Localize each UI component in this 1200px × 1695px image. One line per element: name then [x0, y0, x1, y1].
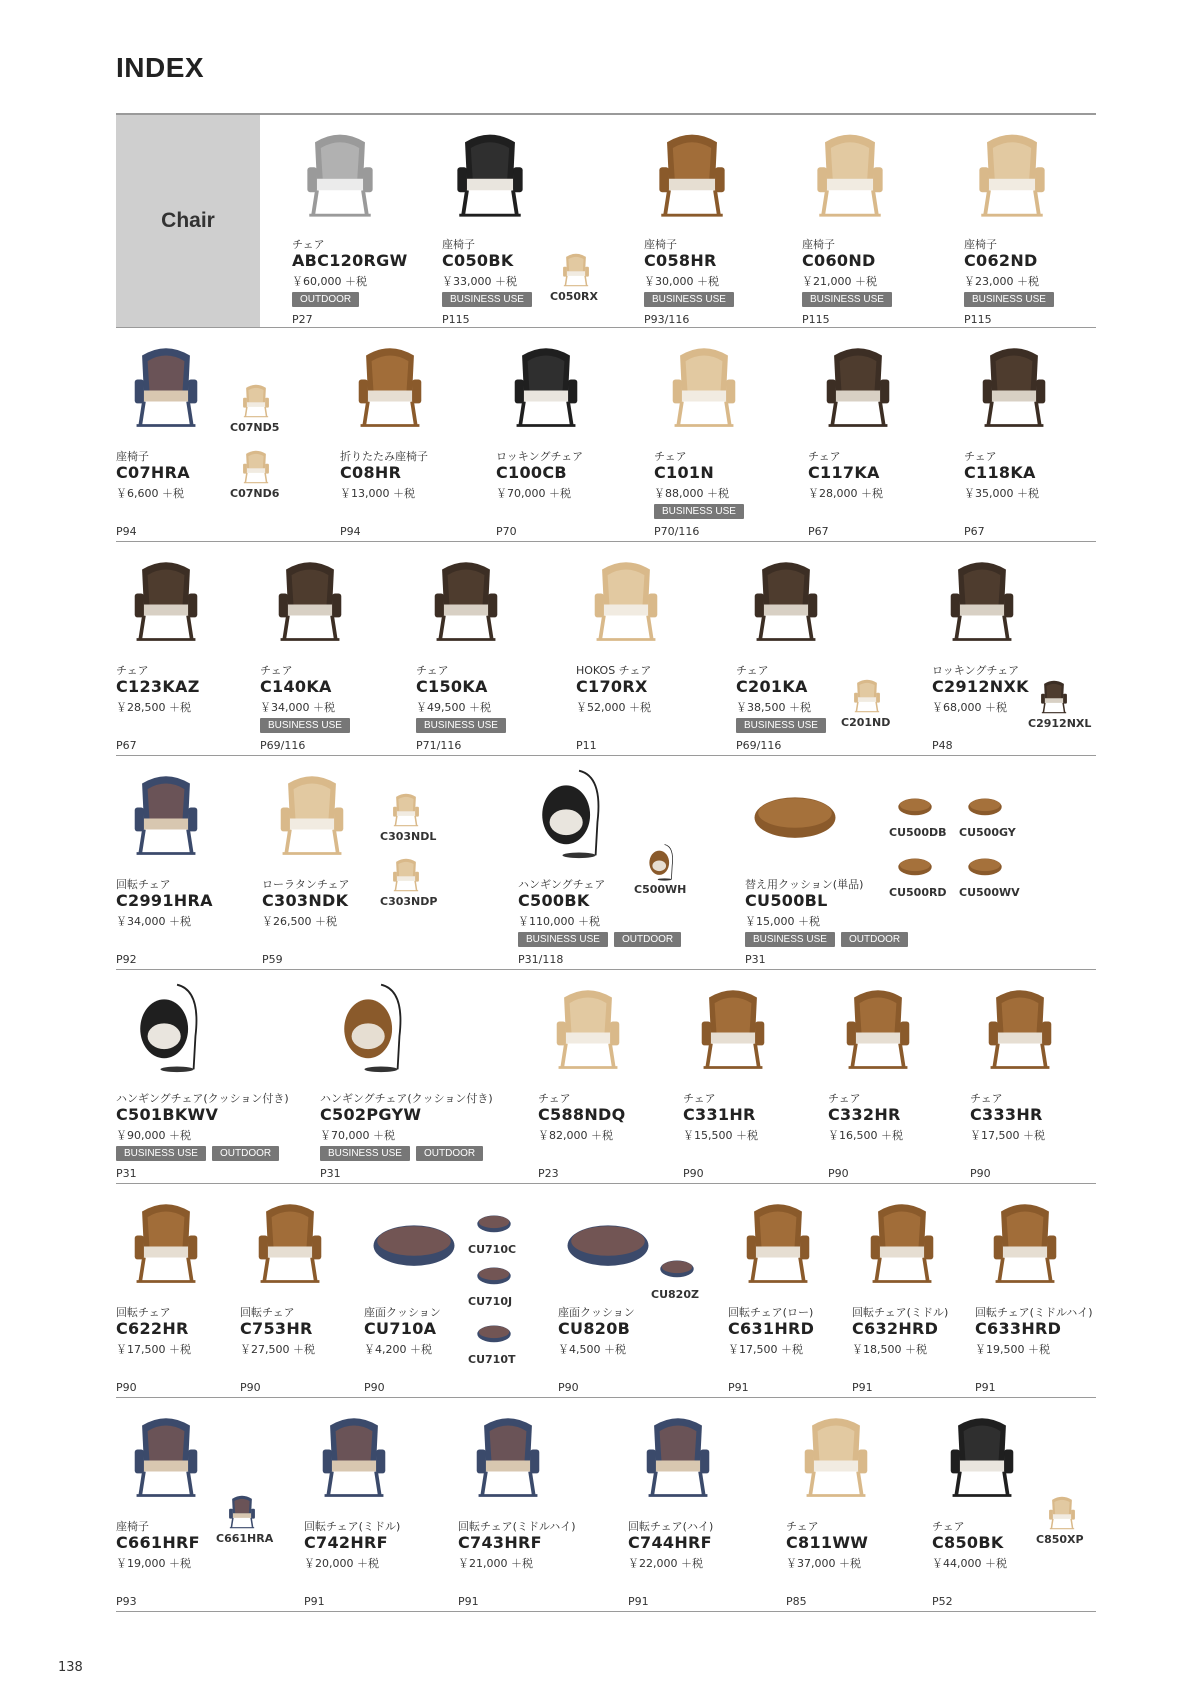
section-label-box	[116, 115, 260, 327]
variant-image	[843, 676, 891, 718]
product-price: ￥33,000 ＋税	[442, 275, 517, 288]
variant-image	[636, 843, 684, 885]
page-reference: P67	[116, 739, 137, 752]
product-item[interactable]	[828, 969, 968, 1180]
top-rule	[116, 113, 1096, 115]
variant-code: CU500RD	[889, 886, 947, 899]
product-price: ￥28,500 ＋税	[116, 701, 191, 714]
product-code: C661HRF	[116, 1533, 200, 1552]
variant-image	[961, 786, 1009, 828]
variant-code: C500WH	[634, 883, 687, 896]
product-item[interactable]	[416, 541, 556, 752]
variant-image	[470, 1313, 518, 1355]
product-category: 座椅子	[116, 450, 149, 463]
product-code: C753HR	[240, 1319, 313, 1338]
product-price: ￥49,500 ＋税	[416, 701, 491, 714]
page-reference: P23	[538, 1167, 559, 1180]
product-item[interactable]	[644, 115, 784, 326]
product-category: HOKOS チェア	[576, 664, 652, 677]
variant-code: CU500DB	[889, 826, 947, 839]
product-category: 座椅子	[442, 238, 475, 251]
variant-image	[232, 381, 280, 423]
product-image	[644, 123, 740, 227]
product-code: C333HR	[970, 1105, 1043, 1124]
product-category: 回転チェア	[116, 878, 171, 891]
product-item[interactable]	[964, 115, 1104, 326]
variant-code: C050RX	[550, 290, 598, 303]
product-price: ￥70,000 ＋税	[320, 1129, 395, 1142]
variant-image	[470, 1203, 518, 1245]
product-price: ￥34,000 ＋税	[116, 915, 191, 928]
variant-code: CU710C	[468, 1243, 517, 1256]
product-code: C201KA	[736, 677, 808, 696]
product-code: C101N	[654, 463, 715, 482]
product-image	[812, 335, 904, 439]
product-category: 座面クッション	[558, 1306, 635, 1319]
product-image	[740, 549, 832, 653]
product-code: C140KA	[260, 677, 332, 696]
product-image	[632, 1405, 724, 1509]
product-code: C742HRF	[304, 1533, 388, 1552]
outdoor-badge: OUTDOOR	[292, 292, 359, 307]
product-image	[542, 977, 634, 1081]
product-item[interactable]	[240, 1183, 380, 1394]
product-price: ￥15,000 ＋税	[745, 915, 820, 928]
product-price: ￥44,000 ＋税	[932, 1557, 1007, 1570]
page-reference: P27	[292, 313, 313, 326]
product-image	[266, 763, 358, 867]
page-reference: P91	[852, 1381, 873, 1394]
business-use-badge: BUSINESS USE	[654, 504, 744, 519]
product-item[interactable]	[736, 541, 891, 752]
product-code: C811WW	[786, 1533, 869, 1552]
variant-image	[961, 846, 1009, 888]
page-reference: P67	[964, 525, 985, 538]
product-price: ￥20,000 ＋税	[304, 1557, 379, 1570]
product-item[interactable]	[116, 541, 256, 752]
page-reference: P69/116	[260, 739, 306, 752]
product-image	[308, 1405, 400, 1509]
product-image	[749, 763, 841, 867]
section-label: Chair	[161, 209, 215, 232]
product-image	[658, 335, 750, 439]
page-reference: P70/116	[654, 525, 700, 538]
product-item[interactable]	[852, 1183, 992, 1394]
product-item[interactable]	[320, 969, 493, 1180]
product-item[interactable]	[260, 541, 400, 752]
product-category: チェア	[416, 664, 449, 677]
product-code: C150KA	[416, 677, 488, 696]
product-price: ￥68,000 ＋税	[932, 701, 1007, 714]
product-code: C050BK	[442, 251, 514, 270]
product-price: ￥28,000 ＋税	[808, 487, 883, 500]
page-reference: P85	[786, 1595, 807, 1608]
variant-code: CU710T	[468, 1353, 516, 1366]
product-code: C332HR	[828, 1105, 901, 1124]
product-image	[120, 1191, 212, 1295]
product-category: 回転チェア	[240, 1306, 295, 1319]
product-price: ￥17,500 ＋税	[728, 1343, 803, 1356]
product-item[interactable]	[518, 755, 687, 966]
product-code: C07HRA	[116, 463, 190, 482]
product-image	[292, 123, 388, 227]
product-image	[120, 549, 212, 653]
product-image	[120, 1405, 212, 1509]
page-reference: P31	[745, 953, 766, 966]
page-reference: P91	[975, 1381, 996, 1394]
product-category: チェア	[964, 450, 997, 463]
product-price: ￥4,200 ＋税	[364, 1343, 432, 1356]
product-code: C588NDQ	[538, 1105, 626, 1124]
product-category: チェア	[683, 1092, 716, 1105]
product-code: C100CB	[496, 463, 567, 482]
variant-code: C303NDP	[380, 895, 438, 908]
variant-image	[891, 846, 939, 888]
product-image	[368, 1191, 460, 1295]
product-code: C622HR	[116, 1319, 189, 1338]
business-use-badge: BUSINESS USE	[416, 718, 506, 733]
product-category: 座椅子	[116, 1520, 149, 1533]
variant-image	[552, 250, 600, 292]
page-reference: P91	[728, 1381, 749, 1394]
product-item[interactable]	[292, 115, 432, 326]
page-reference: P90	[828, 1167, 849, 1180]
product-category: チェア	[116, 664, 149, 677]
product-price: ￥88,000 ＋税	[654, 487, 729, 500]
page-reference: P115	[964, 313, 992, 326]
business-use-badge: BUSINESS USE	[320, 1146, 410, 1161]
product-price: ￥70,000 ＋税	[496, 487, 571, 500]
product-image	[120, 763, 212, 867]
product-category: 回転チェア(ミドル)	[852, 1306, 949, 1319]
product-price: ￥60,000 ＋税	[292, 275, 367, 288]
product-code: C118KA	[964, 463, 1036, 482]
page-reference: P90	[683, 1167, 704, 1180]
product-code: C303NDK	[262, 891, 349, 910]
product-image	[442, 123, 538, 227]
product-item[interactable]	[808, 327, 948, 538]
outdoor-badge: OUTDOOR	[614, 932, 681, 947]
product-price: ￥16,500 ＋税	[828, 1129, 903, 1142]
product-image	[687, 977, 779, 1081]
product-item[interactable]	[964, 327, 1104, 538]
product-category: チェア	[828, 1092, 861, 1105]
product-item[interactable]	[442, 115, 598, 326]
page-reference: P91	[304, 1595, 325, 1608]
product-price: ￥4,500 ＋税	[558, 1343, 626, 1356]
page-reference: P90	[558, 1381, 579, 1394]
product-image	[790, 1405, 882, 1509]
product-image	[580, 549, 672, 653]
business-use-badge: BUSINESS USE	[116, 1146, 206, 1161]
page-reference: P93/116	[644, 313, 690, 326]
product-code: C850BK	[932, 1533, 1004, 1552]
product-code: C743HRF	[458, 1533, 542, 1552]
product-image	[562, 1191, 654, 1295]
product-price: ￥19,000 ＋税	[116, 1557, 191, 1570]
product-item[interactable]	[364, 1183, 517, 1394]
product-code: CU820B	[558, 1319, 631, 1338]
product-code: CU500BL	[745, 891, 828, 910]
product-image	[500, 335, 592, 439]
page-reference: P69/116	[736, 739, 782, 752]
product-price: ￥30,000 ＋税	[644, 275, 719, 288]
product-item[interactable]	[970, 969, 1110, 1180]
variant-image	[218, 1492, 266, 1534]
product-price: ￥52,000 ＋税	[576, 701, 651, 714]
product-price: ￥26,500 ＋税	[262, 915, 337, 928]
business-use-badge: BUSINESS USE	[745, 932, 835, 947]
product-price: ￥21,000 ＋税	[458, 1557, 533, 1570]
product-price: ￥110,000 ＋税	[518, 915, 600, 928]
product-item[interactable]	[262, 755, 438, 966]
product-category: ローラタンチェア	[262, 878, 350, 891]
product-category: 折りたたみ座椅子	[340, 450, 428, 463]
page-reference: P31/118	[518, 953, 564, 966]
product-image	[120, 977, 212, 1081]
product-code: C501BKWV	[116, 1105, 219, 1124]
variant-code: CU820Z	[651, 1288, 699, 1301]
variant-code: C07ND6	[230, 487, 280, 500]
product-item[interactable]	[116, 327, 280, 538]
product-image	[979, 1191, 1071, 1295]
product-image	[244, 1191, 336, 1295]
variant-code: C850XP	[1036, 1533, 1084, 1546]
product-item[interactable]	[786, 1397, 926, 1608]
product-category: チェア	[808, 450, 841, 463]
page-reference: P71/116	[416, 739, 462, 752]
product-code: C060ND	[802, 251, 876, 270]
page-reference: P31	[116, 1167, 137, 1180]
product-price: ￥18,500 ＋税	[852, 1343, 927, 1356]
product-image	[974, 977, 1066, 1081]
product-item[interactable]	[304, 1397, 444, 1608]
product-price: ￥15,500 ＋税	[683, 1129, 758, 1142]
page-title: INDEX	[116, 52, 205, 83]
variant-image	[891, 786, 939, 828]
product-image	[522, 763, 614, 867]
variant-code: C2912NXL	[1028, 717, 1092, 730]
page-reference: P59	[262, 953, 283, 966]
product-price: ￥22,000 ＋税	[628, 1557, 703, 1570]
product-image	[264, 549, 356, 653]
product-category: ハンギングチェア(クッション付き)	[320, 1092, 493, 1105]
product-item[interactable]	[975, 1183, 1115, 1394]
product-item[interactable]	[458, 1397, 598, 1608]
product-category: チェア	[970, 1092, 1003, 1105]
page-reference: P90	[970, 1167, 991, 1180]
product-category: チェア	[932, 1520, 965, 1533]
product-category: チェア	[786, 1520, 819, 1533]
product-category: 座椅子	[964, 238, 997, 251]
product-item[interactable]	[496, 327, 636, 538]
business-use-badge: BUSINESS USE	[644, 292, 734, 307]
page-reference: P91	[458, 1595, 479, 1608]
product-image	[964, 123, 1060, 227]
product-item[interactable]	[932, 541, 1092, 752]
product-category: 座椅子	[644, 238, 677, 251]
product-item[interactable]	[932, 1397, 1084, 1608]
product-image	[936, 549, 1028, 653]
page-reference: P94	[116, 525, 137, 538]
outdoor-badge: OUTDOOR	[841, 932, 908, 947]
product-category: チェア	[260, 664, 293, 677]
product-image	[462, 1405, 554, 1509]
product-category: 替え用クッション(単品)	[745, 878, 864, 891]
business-use-badge: BUSINESS USE	[736, 718, 826, 733]
product-image	[856, 1191, 948, 1295]
business-use-badge: BUSINESS USE	[802, 292, 892, 307]
variant-image	[232, 447, 280, 489]
row-divider	[116, 1611, 1096, 1612]
product-category: 回転チェア(ミドル)	[304, 1520, 401, 1533]
business-use-badge: BUSINESS USE	[964, 292, 1054, 307]
product-category: 回転チェア(ロー)	[728, 1306, 814, 1319]
business-use-badge: BUSINESS USE	[260, 718, 350, 733]
variant-image	[382, 790, 430, 832]
variant-image	[1038, 1493, 1086, 1535]
page-reference: P90	[116, 1381, 137, 1394]
product-price: ￥37,000 ＋税	[786, 1557, 861, 1570]
variant-code: C303NDL	[380, 830, 437, 843]
product-price: ￥34,000 ＋税	[260, 701, 335, 714]
product-code: C502PGYW	[320, 1105, 422, 1124]
page-reference: P92	[116, 953, 137, 966]
product-category: ハンギングチェア	[518, 878, 606, 891]
product-item[interactable]	[745, 755, 1020, 966]
product-image	[802, 123, 898, 227]
product-code: C633HRD	[975, 1319, 1062, 1338]
variant-code: C661HRA	[216, 1532, 274, 1545]
product-price: ￥19,500 ＋税	[975, 1343, 1050, 1356]
variant-code: C201ND	[841, 716, 891, 729]
product-item[interactable]	[116, 1183, 256, 1394]
product-item[interactable]	[340, 327, 480, 538]
variant-image	[382, 855, 430, 897]
product-code: C631HRD	[728, 1319, 815, 1338]
product-code: C632HRD	[852, 1319, 939, 1338]
product-price: ￥17,500 ＋税	[970, 1129, 1045, 1142]
product-category: チェア	[654, 450, 687, 463]
product-code: C331HR	[683, 1105, 756, 1124]
product-code: C123KAZ	[116, 677, 200, 696]
page-number: 138	[58, 1660, 83, 1675]
page-reference: P91	[628, 1595, 649, 1608]
business-use-badge: BUSINESS USE	[518, 932, 608, 947]
product-category: 回転チェア	[116, 1306, 171, 1319]
product-image	[832, 977, 924, 1081]
page-reference: P67	[808, 525, 829, 538]
product-item[interactable]	[628, 1397, 768, 1608]
product-price: ￥35,000 ＋税	[964, 487, 1039, 500]
page-reference: P11	[576, 739, 597, 752]
product-code: ABC120RGW	[292, 251, 408, 270]
product-category: ロッキングチェア	[496, 450, 584, 463]
product-code: C2912NXK	[932, 677, 1029, 696]
product-price: ￥82,000 ＋税	[538, 1129, 613, 1142]
page-reference: P94	[340, 525, 361, 538]
product-category: 座面クッション	[364, 1306, 441, 1319]
product-price: ￥27,500 ＋税	[240, 1343, 315, 1356]
product-image	[936, 1405, 1028, 1509]
page-reference: P90	[364, 1381, 385, 1394]
product-item[interactable]	[728, 1183, 868, 1394]
product-category: チェア	[736, 664, 769, 677]
product-item[interactable]	[116, 969, 289, 1180]
product-code: C058HR	[644, 251, 717, 270]
product-price: ￥23,000 ＋税	[964, 275, 1039, 288]
product-price: ￥90,000 ＋税	[116, 1129, 191, 1142]
product-item[interactable]	[538, 969, 678, 1180]
product-category: 回転チェア(ミドルハイ)	[975, 1306, 1093, 1319]
product-item[interactable]	[116, 755, 256, 966]
variant-image	[653, 1248, 701, 1290]
page-reference: P70	[496, 525, 517, 538]
product-item[interactable]	[683, 969, 823, 1180]
product-category: ロッキングチェア	[932, 664, 1020, 677]
page-reference: P48	[932, 739, 953, 752]
product-image	[732, 1191, 824, 1295]
page-reference: P90	[240, 1381, 261, 1394]
product-category: 座椅子	[802, 238, 835, 251]
product-item[interactable]	[558, 1183, 699, 1394]
product-code: CU710A	[364, 1319, 437, 1338]
variant-image	[470, 1255, 518, 1297]
product-item[interactable]	[802, 115, 942, 326]
variant-code: CU500GY	[959, 826, 1016, 839]
product-category: ハンギングチェア(クッション付き)	[116, 1092, 289, 1105]
outdoor-badge: OUTDOOR	[212, 1146, 279, 1161]
variant-image	[1030, 677, 1078, 719]
product-image	[420, 549, 512, 653]
page-reference: P93	[116, 1595, 137, 1608]
product-item[interactable]	[116, 1397, 274, 1608]
product-price: ￥6,600 ＋税	[116, 487, 184, 500]
variant-code: CU500WV	[959, 886, 1020, 899]
product-price: ￥38,500 ＋税	[736, 701, 811, 714]
variant-code: C07ND5	[230, 421, 280, 434]
product-category: 回転チェア(ミドルハイ)	[458, 1520, 576, 1533]
product-category: チェア	[538, 1092, 571, 1105]
page-reference: P115	[442, 313, 470, 326]
product-code: C2991HRA	[116, 891, 213, 910]
product-category: 回転チェア(ハイ)	[628, 1520, 714, 1533]
product-code: C117KA	[808, 463, 880, 482]
product-price: ￥13,000 ＋税	[340, 487, 415, 500]
page-reference: P115	[802, 313, 830, 326]
product-image	[324, 977, 416, 1081]
product-code: C500BK	[518, 891, 590, 910]
variant-code: CU710J	[468, 1295, 513, 1308]
product-item[interactable]	[654, 327, 794, 538]
product-price: ￥21,000 ＋税	[802, 275, 877, 288]
product-image	[968, 335, 1060, 439]
product-code: C744HRF	[628, 1533, 712, 1552]
product-code: C08HR	[340, 463, 402, 482]
product-category: チェア	[292, 238, 325, 251]
product-code: C170RX	[576, 677, 648, 696]
product-item[interactable]	[576, 541, 716, 752]
product-code: C062ND	[964, 251, 1038, 270]
product-price: ￥17,500 ＋税	[116, 1343, 191, 1356]
business-use-badge: BUSINESS USE	[442, 292, 532, 307]
product-image	[120, 335, 212, 439]
page-reference: P31	[320, 1167, 341, 1180]
product-image	[344, 335, 436, 439]
outdoor-badge: OUTDOOR	[416, 1146, 483, 1161]
page-reference: P52	[932, 1595, 953, 1608]
